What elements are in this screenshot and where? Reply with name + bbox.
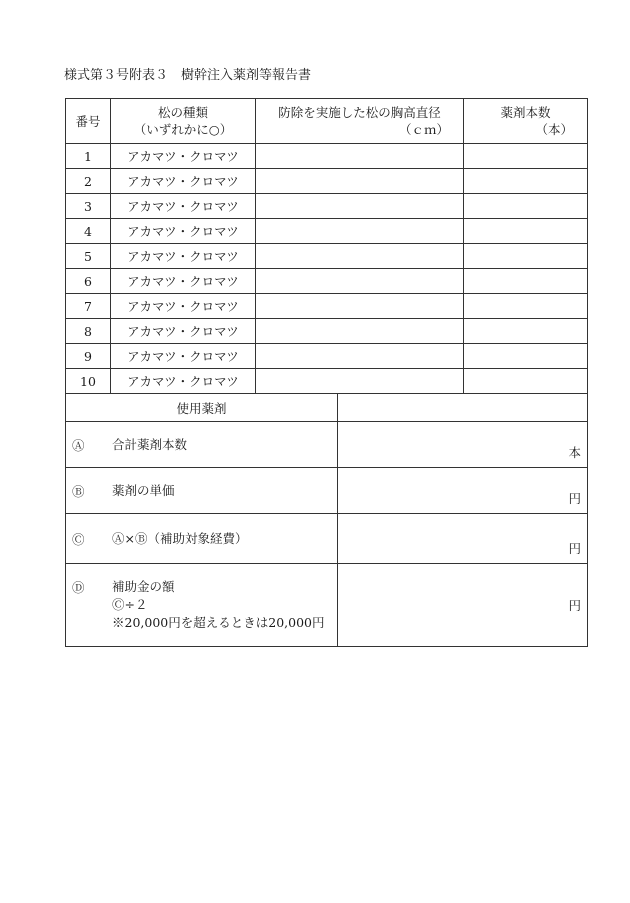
row-diameter-cell[interactable] xyxy=(256,269,464,294)
total-count-value[interactable]: 本 xyxy=(338,422,588,468)
summary-row-unit-price xyxy=(66,468,588,514)
row-number: 7 xyxy=(66,294,111,319)
header-diameter: 防除を実施した松の胸高直径 （ｃｍ） xyxy=(256,99,464,144)
row-diameter-cell[interactable] xyxy=(256,369,464,394)
row-species[interactable]: アカマツ・クロマツ xyxy=(111,369,256,394)
row-diameter-cell[interactable] xyxy=(256,244,464,269)
header-row xyxy=(66,99,588,144)
table-row xyxy=(66,294,588,319)
row-number: 8 xyxy=(66,319,111,344)
row-number: 6 xyxy=(66,269,111,294)
summary-row-total-count xyxy=(66,422,588,468)
row-number: 9 xyxy=(66,344,111,369)
row-count-cell[interactable] xyxy=(464,219,588,244)
table-row xyxy=(66,369,588,394)
table-row xyxy=(66,144,588,169)
total-count-label: Ⓐ 合計薬剤本数 xyxy=(66,422,338,468)
row-count-cell[interactable] xyxy=(464,194,588,219)
unit-price-value[interactable]: 円 xyxy=(338,468,588,514)
header-species: 松の種類 （いずれかに○） xyxy=(111,99,256,144)
eligible-cost-value[interactable]: 円 xyxy=(338,514,588,564)
row-diameter-cell[interactable] xyxy=(256,294,464,319)
row-diameter-cell[interactable] xyxy=(256,169,464,194)
row-diameter-cell[interactable] xyxy=(256,194,464,219)
row-count-cell[interactable] xyxy=(464,344,588,369)
row-number: 3 xyxy=(66,194,111,219)
row-species[interactable]: アカマツ・クロマツ xyxy=(111,294,256,319)
row-species[interactable]: アカマツ・クロマツ xyxy=(111,169,256,194)
row-diameter-cell[interactable] xyxy=(256,219,464,244)
row-number: 5 xyxy=(66,244,111,269)
form-title: 様式第３号附表３ 樹幹注入薬剤等報告書 xyxy=(64,68,312,83)
row-count-cell[interactable] xyxy=(464,144,588,169)
table-row xyxy=(66,244,588,269)
header-count: 薬剤本数 （本） xyxy=(464,99,588,144)
circled-a-mark: Ⓐ xyxy=(72,437,85,453)
table-row xyxy=(66,344,588,369)
summary-header-blank xyxy=(338,394,588,422)
row-count-cell[interactable] xyxy=(464,319,588,344)
row-count-cell[interactable] xyxy=(464,169,588,194)
table-row xyxy=(66,219,588,244)
summary-header-label: 使用薬剤 xyxy=(66,394,338,422)
row-species[interactable]: アカマツ・クロマツ xyxy=(111,144,256,169)
row-diameter-cell[interactable] xyxy=(256,144,464,169)
row-species[interactable]: アカマツ・クロマツ xyxy=(111,244,256,269)
header-number: 番号 xyxy=(66,99,111,144)
table-row xyxy=(66,169,588,194)
row-count-cell[interactable] xyxy=(464,369,588,394)
table-row xyxy=(66,194,588,219)
table-row xyxy=(66,269,588,294)
row-number: 1 xyxy=(66,144,111,169)
circled-b-mark: Ⓑ xyxy=(72,483,85,499)
row-count-cell[interactable] xyxy=(464,244,588,269)
row-species[interactable]: アカマツ・クロマツ xyxy=(111,219,256,244)
row-species[interactable]: アカマツ・クロマツ xyxy=(111,344,256,369)
unit-price-label: Ⓑ 薬剤の単価 xyxy=(66,468,338,514)
summary-row-subsidy xyxy=(66,564,588,647)
eligible-cost-label: Ⓒ Ⓐ×Ⓑ（補助対象経費） xyxy=(66,514,338,564)
row-count-cell[interactable] xyxy=(464,294,588,319)
row-species[interactable]: アカマツ・クロマツ xyxy=(111,269,256,294)
row-count-cell[interactable] xyxy=(464,269,588,294)
subsidy-label: Ⓓ 補助金の額 Ⓒ÷２ ※20,000円を超えるときは20,000円 xyxy=(66,564,338,647)
circled-d-mark: Ⓓ xyxy=(72,580,85,595)
row-diameter-cell[interactable] xyxy=(256,319,464,344)
circled-c-mark: Ⓒ xyxy=(72,531,85,547)
summary-header-row xyxy=(66,394,588,422)
report-table xyxy=(65,98,588,647)
row-number: 4 xyxy=(66,219,111,244)
summary-row-eligible-cost xyxy=(66,514,588,564)
subsidy-value[interactable]: 円 xyxy=(338,564,588,647)
row-species[interactable]: アカマツ・クロマツ xyxy=(111,194,256,219)
row-number: 2 xyxy=(66,169,111,194)
row-number: 10 xyxy=(66,369,111,394)
row-diameter-cell[interactable] xyxy=(256,344,464,369)
row-species[interactable]: アカマツ・クロマツ xyxy=(111,319,256,344)
table-row xyxy=(66,319,588,344)
